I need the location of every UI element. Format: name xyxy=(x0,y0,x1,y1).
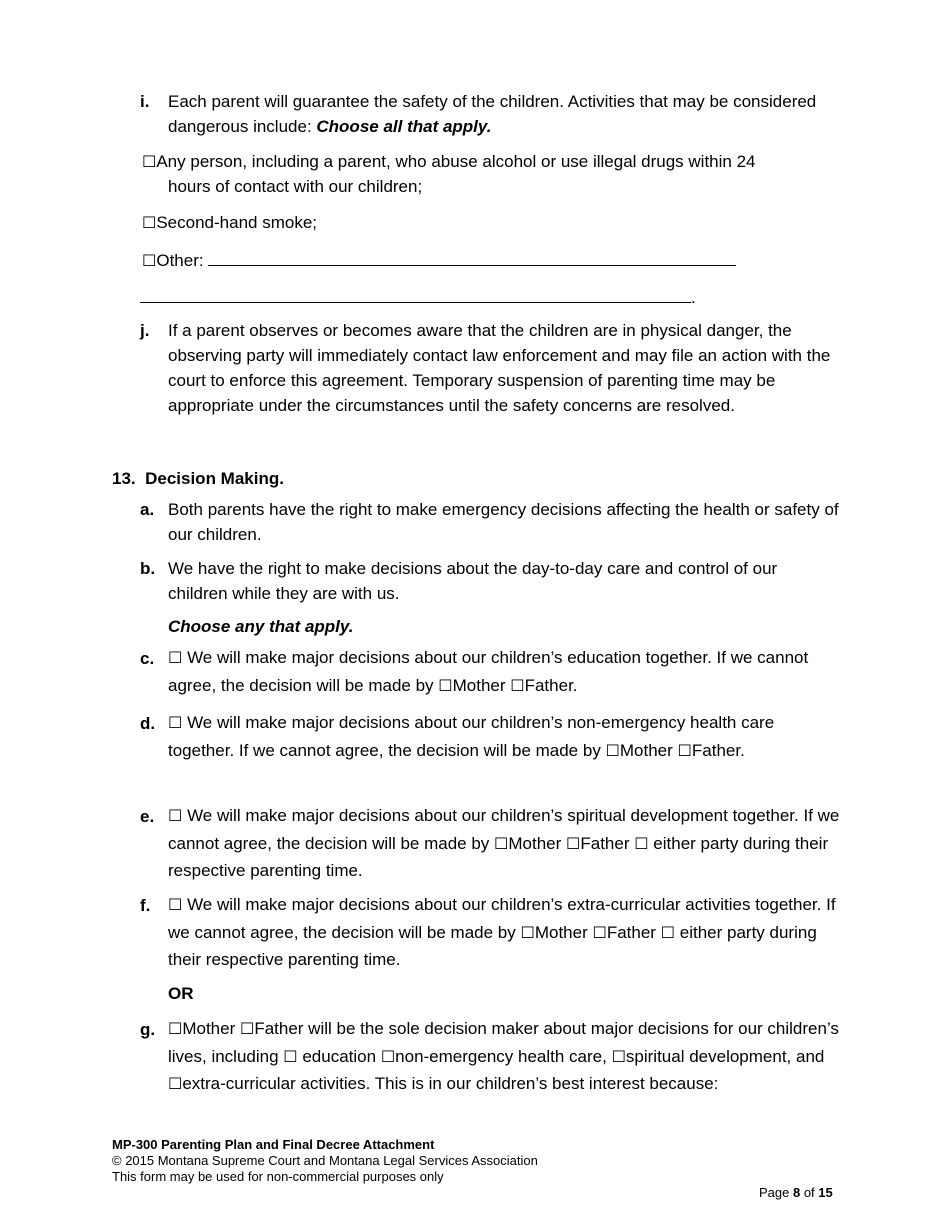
item-letter-a: a. xyxy=(140,500,155,519)
checkbox-d-mother[interactable]: ☐ xyxy=(605,740,620,760)
checkbox-health-together[interactable]: ☐ xyxy=(168,713,183,732)
item-f-text: ☐ We will make major decisions about our children’s extra-curricular activities together. If we cannot agree, the decision will be made by ☐Mother ☐Father ☐ either party during their respective parenting time. xyxy=(168,891,840,974)
checkbox-education-together[interactable]: ☐ xyxy=(168,648,183,667)
item-letter-d: d. xyxy=(140,714,156,733)
item-letter-i: i. xyxy=(140,92,150,111)
danger-option-smoke: ☐Second-hand smoke; xyxy=(142,210,842,235)
checkbox-f-mother[interactable]: ☐ xyxy=(520,922,535,942)
checkbox-c-father[interactable]: ☐ xyxy=(510,675,525,695)
checkbox-g-father[interactable]: ☐ xyxy=(239,1019,255,1038)
checkbox-g-extracurricular[interactable]: ☐ xyxy=(168,1074,183,1093)
item-letter-b: b. xyxy=(140,559,156,578)
item-c-text: ☐ We will make major decisions about our children’s education together. If we cannot agree, the decision will be made by ☐Mother ☐Father. xyxy=(168,644,840,699)
or-separator: OR xyxy=(168,984,194,1003)
item-letter-j: j. xyxy=(140,321,150,340)
checkbox-smoke[interactable]: ☐ xyxy=(142,213,157,232)
footer-usage-note: This form may be used for non-commercial purposes only xyxy=(112,1169,444,1184)
checkbox-d-father[interactable]: ☐ xyxy=(677,740,692,760)
item-g-text: ☐Mother ☐Father will be the sole decision maker about major decisions for our children’s lives, including ☐ education ☐non-emergency health care, ☐spiritual development, and ☐extra-curricular activities. This is in our children’s best interest because: xyxy=(168,1015,840,1098)
item-a-text: Both parents have the right to make emergency decisions affecting the health or safety of our children. xyxy=(168,500,839,544)
checkbox-spiritual-together[interactable]: ☐ xyxy=(168,806,183,825)
checkbox-g-education[interactable]: ☐ xyxy=(283,1046,298,1066)
footer-form-title: MP-300 Parenting Plan and Final Decree Attachment xyxy=(112,1137,435,1152)
item-i-text: Each parent will guarantee the safety of the children. Activities that may be considered dangerous include: Choose all that apply. xyxy=(168,92,817,136)
choose-all-instruction: Choose all that apply. xyxy=(316,117,492,136)
checkbox-e-mother[interactable]: ☐ xyxy=(494,833,509,853)
other-fill-line-2[interactable] xyxy=(140,286,691,303)
checkbox-e-father[interactable]: ☐ xyxy=(566,833,581,853)
checkbox-extracurricular-together[interactable]: ☐ xyxy=(168,895,183,914)
item-letter-c: c. xyxy=(140,649,155,668)
checkbox-substance[interactable]: ☐ xyxy=(142,152,157,171)
item-letter-g: g. xyxy=(140,1020,156,1039)
danger-option-other: ☐Other: xyxy=(142,248,842,273)
checkbox-e-either[interactable]: ☐ xyxy=(634,833,649,853)
page-footer xyxy=(112,1137,538,1185)
section-13-heading: 13. Decision Making. xyxy=(112,469,284,488)
other-fill-line-1[interactable] xyxy=(208,249,736,266)
item-d-text: ☐ We will make major decisions about our children’s non-emergency health care together. If we cannot agree, the decision will be made by ☐Mother ☐Father. xyxy=(168,709,840,764)
checkbox-c-mother[interactable]: ☐ xyxy=(438,675,453,695)
item-letter-f: f. xyxy=(140,896,151,915)
checkbox-g-health[interactable]: ☐ xyxy=(380,1046,396,1066)
item-e-text: ☐ We will make major decisions about our children’s spiritual development together. If we cannot agree, the decision will be made by ☐Mother ☐Father ☐ either party during their respective parenting time. xyxy=(168,802,840,885)
checkbox-f-father[interactable]: ☐ xyxy=(592,922,607,942)
item-letter-e: e. xyxy=(140,807,155,826)
checkbox-f-either[interactable]: ☐ xyxy=(660,922,676,942)
item-j-text: If a parent observes or becomes aware that the children are in physical danger, the observing party will immediately contact law enforcement and may file an action with the court to enforce this agreement. Temporary suspension of parenting time may be appropriate under the circumstances until the safety concerns are resolved. xyxy=(168,321,831,415)
danger-option-substance: ☐Any person, including a parent, who abuse alcohol or use illegal drugs within 24 hours of contact with our children; xyxy=(142,149,842,199)
checkbox-g-mother[interactable]: ☐ xyxy=(168,1019,183,1038)
page-number: Page 8 of 15 xyxy=(759,1185,833,1200)
footer-copyright: © 2015 Montana Supreme Court and Montana Legal Services Association xyxy=(112,1153,538,1168)
checkbox-g-spiritual[interactable]: ☐ xyxy=(611,1046,626,1066)
choose-any-instruction: Choose any that apply. xyxy=(168,617,354,636)
item-b-text: We have the right to make decisions about the day-to-day care and control of our children while they are with us. xyxy=(168,559,778,603)
checkbox-other[interactable]: ☐ xyxy=(142,251,157,270)
other-fill-line-row: . xyxy=(140,285,696,310)
